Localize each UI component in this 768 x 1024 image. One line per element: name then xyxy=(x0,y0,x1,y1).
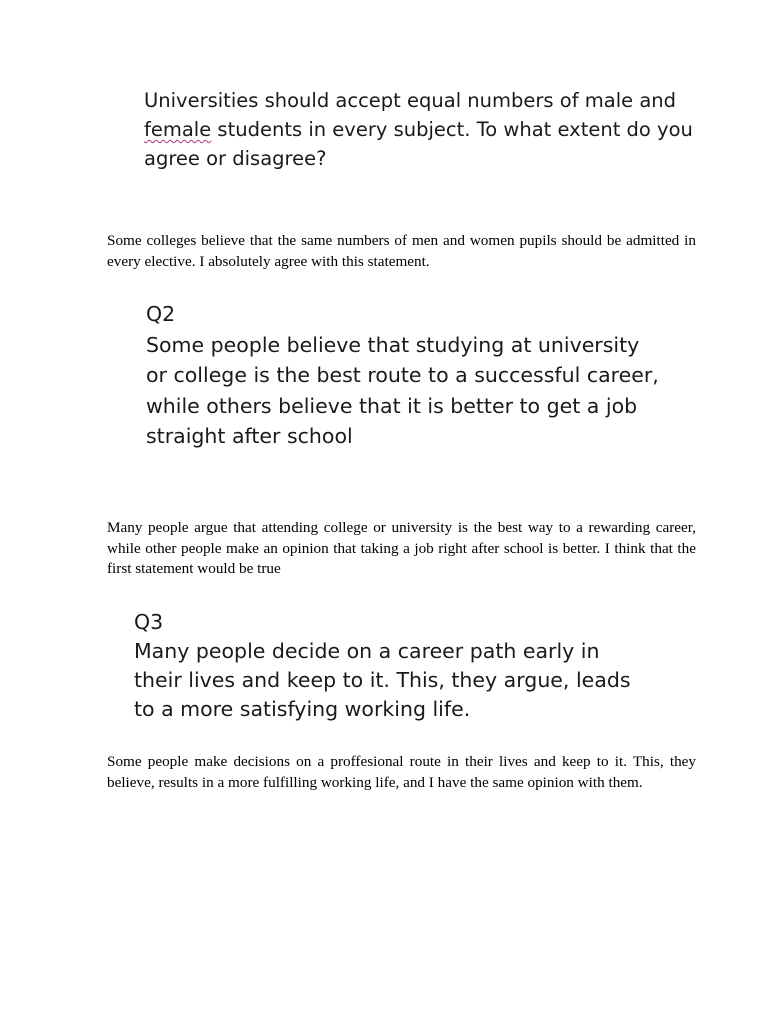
answer-3-paragraph: Some people make decisions on a proffesional route in their lives and keep to it. This, they believe, results in a more fulfilling working life, and I have the same opinion with them. xyxy=(107,753,696,791)
question-2-line: Some people believe that studying at university xyxy=(146,332,640,357)
question-2-line: straight after school xyxy=(146,424,353,448)
question-2-image xyxy=(146,299,706,452)
question-1-line: Universities should accept equal numbers of male and xyxy=(144,89,677,112)
question-1-image xyxy=(144,86,704,173)
question-2-line: while others believe that it is better to get a job xyxy=(146,393,638,418)
answer-1-paragraph: Some colleges believe that the same numbers of men and women pupils should be admitted in every elective. I absolutely agree with this statement. xyxy=(107,232,696,270)
question-1-line: agree or disagree? xyxy=(144,147,327,170)
question-1-line xyxy=(144,115,704,144)
question-1-line-rest: students in every subject. To what extent do you xyxy=(211,118,693,141)
question-2-label: Q2 xyxy=(146,302,176,326)
question-3-line: Many people decide on a career path early in xyxy=(134,639,600,663)
question-3-image xyxy=(134,608,694,724)
question-3-line: to a more satisfying working life. xyxy=(134,697,471,721)
question-3-label: Q3 xyxy=(134,610,164,634)
spellcheck-flagged-word: female xyxy=(144,118,212,141)
question-3-line: their lives and keep to it. This, they argue, leads xyxy=(134,668,631,692)
answer-2-paragraph: Many people argue that attending college or university is the best way to a rewarding career, while other people make an opinion that taking a job right after school is better. I think that the first statement would be true xyxy=(107,519,696,578)
question-2-line: or college is the best route to a successful career, xyxy=(146,363,659,387)
